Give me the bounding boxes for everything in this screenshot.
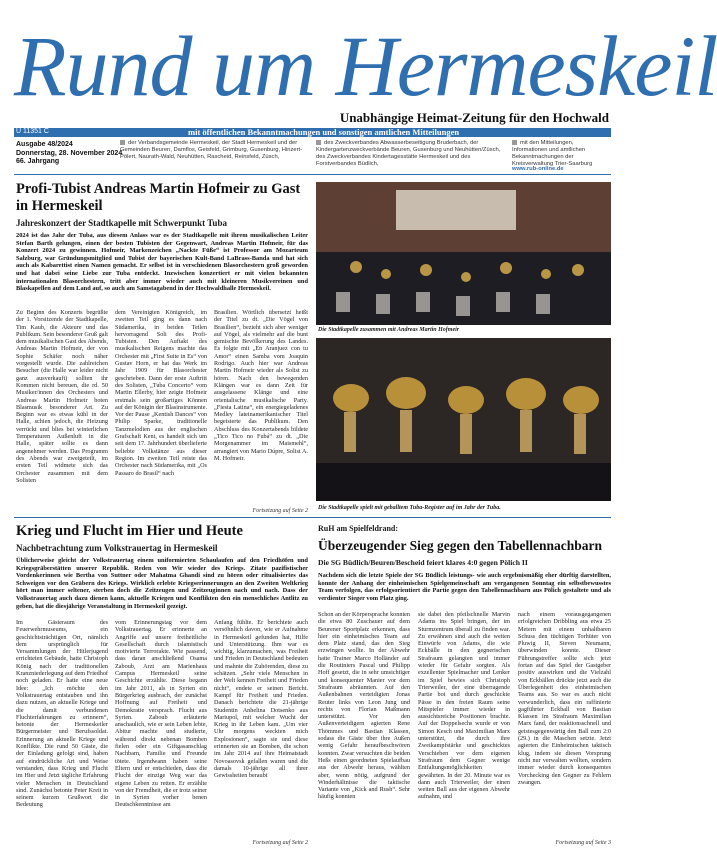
article1-subhead: Jahreskonzert der Stadtkapelle mit Schwerpunkt Tuba xyxy=(16,218,227,228)
concert-photo-image xyxy=(316,182,611,325)
article1-col3: Brasilien. Wörtlich übersetzt heißt der Titel zu dt. „Die Vögel von Brasilien“, bezieht sich aber weniger auf Vögel, als vielmehr auf die bunt gemischte Bevölkerung des Landes. Es folgte mit „En Aranjuez con tu Amor“ einen Samba vom Joaquin Rodrigo. Auch hier war Andreas Martin Hofmeir wieder als Solist zu hören. Nach den bewegenden Klängen war es dann Zeit für ausgelassene Klänge und eine orientalische musikalische Party. „Fiesta Latina“, ein energiegeladenes Medley lateinamerikanischer Titel begeisterte das Publikum. Den Abschluss des Konzertabends bildete „Tico Tico no Fubá“ zu dt. „Die Morgenammer im Maismehl“, arrangiert von Mario Dúpre, Solist A. M. Hofmeir. xyxy=(214,309,308,462)
info-text: mit den Mitteilungen, Informationen und amtlichen Bekanntmachungen der Kreisverwaltung Trier-Saarburg xyxy=(512,140,593,168)
article3-kicker: RuH am Spielfeldrand: xyxy=(318,524,399,533)
tuba-photo-image xyxy=(316,338,611,501)
article3-continued: Fortsetzung auf Seite 3 xyxy=(555,840,611,846)
article1-col2: dem Vereinigten Königreich, im zweiten Teil ging es dann nach Südamerika, in beiden Teilen hervorragend Soli des Profi-Tubisten. Den Auftakt des musikalischen Reigens machte das Orchester mit „First Suite in Es“ von Gustav Horn, er hat das Werk im Jahr 1909 für Blasorchester geschrieben. Dann der erste Auftritt des Solisten, „Tuba Concerto“ vom Martin Ellerby, hier zeigte Hofmeir erstmals sein großartiges Können auf der Königin der Blasinstrumente. Vor der Pause „Kentish Dances“ von Philip Sparke, traditionelle Tanzmelodien aus der englischen Grafschaft Kent, es handelt sich um seit dem 17. Jahrhundert überlieferte beliebte Volkstänze aus dieser Region. Im zweiten Teil reiste das Orchester nach Südamerika, mit „Os Passaro do Brasil“ nach xyxy=(115,309,207,477)
article1-col1: Zu Beginn des Konzerts begrüßte der 1. Vorsitzende der Stadtkapelle, Tim Kaub, die Akteure und das Publikum. Sein besonderer Gruß galt dem musikalischen Gast des Abends, Andreas Martin Hofmeir, der von Sophie Schäfer noch näher vorgestellt wurde. Die zahlreichen Besucher (die Halle war leider nicht ganz ausverkauft) sollten ihr Kommen nicht bereuen, die rd. 50 Musiker/innen des Orchesters und Andreas Martin Hofmeir boten Blasmusik besonderer Art. Zu Beginn war es etwas kühl in der Halle, schien jedoch, die Heizung verrückt und blies bei winterlichen Temperaturen Außenluft in die Halle, später sollte es dann angenehmer werden. Das Programm des Abends war zweigeteilt, im ersten Teil widmete sich das Orchester zusammen mit dem Solisten xyxy=(16,309,108,484)
article3-headline: Überzeugender Sieg gegen den Tabellennachbarn xyxy=(318,538,603,553)
article3-col1: Schon an der Körpersprache konnten die etwa 80 Zuschauer auf dem Beurener Sportplatz erkennen, dass hier ein einheimisches Team auf dem Platz stand, das den Sieg erzwingen wollte. In der Abwehr hatte Trainer Marco Holländer auf die Routiniers Pascal und Philipp Hoff gesetzt, die in sehr umsichtiger und konsequenter Manier vor dem Strafraum abräumten. Auf den Außenbahnen verteidigten Jonas Reuter links von Leon Jung und rechts von Florian Maßmann unterstützt. Vor den Außenverteidigern agierten Rene Thömmes und Bastian Klassen, sodass die Gäste über ihre Außen wenig Gefahr heraufbeschwören konnten. Zwar versuchten die beiden Heßs einen geordneten Spielaufbau aus der Abwehr heraus, wählten aber, wenn nötig, aufgrund der Winderhältnisse die taktische Variante von „Kick and Rush“. Sehr häufig konnten xyxy=(318,611,410,801)
info-col-3 xyxy=(512,140,610,168)
issue-info xyxy=(16,141,122,167)
article3-subhead: Die SG Büdlich/Beuren/Bescheid feiert klares 4:0 gegen Pölich II xyxy=(318,558,528,567)
bullet-square-icon xyxy=(120,140,125,145)
divider xyxy=(14,517,611,518)
photo-stadtkapelle-hofmeir xyxy=(316,182,611,325)
article3-col2: sie dabei den pfeilschnelle Marvin Adams ins Spiel bringen, der im Sturmzentrum überall zu finden war. Zu erwähnen sind auch die weiten Einwürfe von Adams, die wie Eckbälle in den gegnerischen Strafraum gelangten und immer wieder für Gefahr sorgten. Als exzellenter Spielmacher und Lenker im Spiel bewies sich Christoph Trierweiler, der eine überragende Partie bot und durch geschickte Pässe in den freien Raum seine Mitspieler immer wieder in aussichtsreiche Positionen brachte. Auf der Doppelsechs wurde er von Simon Kesch und Maximilian Marx unterstützt, die durch ihre Zweikampfstärke und geschicktes Verschieben vor dem eigenen Strafraum dem Gegner wenige Entfaltungsmöglichkeiten gewährten. In der 20. Minute war es dann auch Trierweiler, der einen weiten Ball aus der eigenen Abwehr aufnahm, und xyxy=(418,611,510,801)
article3-lead: Nachdem sich die letzte Spiele der SG Büdlich leistungs- wie auch ergebnismäßig eher dürftig darstellten, konnte der Anhang der einheimischen Spielgemeinschaft am vergangenen Sonntag ein selbstbewusstes Team verfolgen, das erfolgsorientiert die Partie gegen den Tabellennachbarn aus Pölich gestaltete und als verdienter Sieger vom Platz ging. xyxy=(318,572,611,602)
article2-headline: Krieg und Flucht im Hier und Heute xyxy=(16,523,243,539)
article2-col1: Im Gästeraum des Feuerwehrmuseums, ein geschichtsträchtigen Ort, nämlich dem ursprünglich für Versammlungen der Hitlerjugend errichteten Gebäude, hatte Christoph König nach der traditionellen Kranzniederlegung auf dem Friedhof noch geladen. Er hatte eine neue Idee: „Ich möchte den Volkstrauertag entstauben und ihn dazu nutzen, an aktuelle Kriege und die damit verbundenen Fluchterfahrungen zu erinnern“, betonte der Hermeskeiler Bürgermeister und Berufssoldat. Erinnerung an aktuelle Kriege und Konflikte. Die rund 50 Gäste, die der Einladung gefolgt sind, haben auf eindrückliche Art und Weise verstanden, dass Krieg und Flucht im Hier und Jetzt tägliche Erfahrung vieler Menschen in Deutschland sind. Zunächst betonte Peter Kreit in seinem kurzen Grußwort die Bedeutung xyxy=(16,619,108,809)
info-col-1 xyxy=(120,140,310,161)
article1-headline: Profi-Tubist Andreas Martin Hofmeir zu Gast in Hermeskeil xyxy=(16,181,301,214)
photo2-caption: Die Stadtkapelle spielt mit geballtem Tuba-Register auf im Jahr der Tuba. xyxy=(318,505,501,511)
issue-code: U 11351 C xyxy=(16,128,49,135)
article3-col3: nach einem vorausgegangenen erfolgreichen Dribbling aus etwa 25 Metern mit einem unhaltbaren Schuss den tüchtigen Torhüter von Pluwig II, Steven Neumann, überwinden konnte. Dieser Führungstreffer sollte sich jetzt fortan auf das Spiel der Gastgeber positiv auswirken und die Vielzahl von Eckbällen drückte jetzt auch die Überlegenheit des einheimischen Teams aus. So war es auch nicht verwunderlich, dass ein raffinierte gagführter Eckball von Bastian Klassen im Strafraum Maximilian Marx fand, der reaktionsschnell und geistesgegenwärtig den Ball zum 2:0 (29.) in die Maschen setzte. Jetzt agierten die Einheimischen taktisch klug, indem sie diesen Vorsprung nicht nur verwalten wollten, sondern immer wieder durch konsequentes Vorchecking den Gegner zu Fehlern zwangen. xyxy=(518,611,611,786)
article1-continued: Fortsetzung auf Seite 2 xyxy=(252,508,308,514)
info-text: der Verbandsgemeinde Hermeskeil, der Stadt Hermeskeil und der Gemeinden Beuren, Damflos, Geisfeld, Grimburg, Gusenburg, Hinzert-Pölert, Naurath-Wald, Neuhütten, Rascheid, Reinsfeld, Züsch, xyxy=(120,140,303,161)
photo1-caption: Die Stadtkapelle zusammen mit Andreas Martin Hofmeir xyxy=(318,327,460,333)
issue-date: Donnerstag, 28. November 2024 xyxy=(16,149,123,157)
divider xyxy=(14,174,611,175)
bullet-square-icon xyxy=(512,140,517,145)
issue-year: 66. Jahrgang xyxy=(16,158,60,165)
bullet-square-icon xyxy=(316,140,321,145)
info-col-2 xyxy=(316,140,506,168)
masthead-title: Rund um Hermeskeil xyxy=(14,18,717,114)
article2-lead: Üblicherweise gleicht der Volkstrauertag einem uniformierten Schaulaufen auf den Friedhöfen und Kriegsgräberstätten unserer Republik. Reden von Wir wieder des Kriegs. Zitate pazifistischer Vordenkerinnen wie Bertha von Suttner oder Mahatma Ghandi sind zu hören oder ritualisiertes das Schweigen vor den Gräbern des Kriegs. Wirklich erlebte Kriegserinnerungen an den Zweiten Weltkrieg hört man immer seltener, sterben doch die Zeitzeugen und Zeitzeuginnen nach und nach. Dass der Volkstrauertag auch dazu dienen kann, aktuelle Kriegen und Konflikten den ein menschliches Antlitz zu geben, hat die diesjährige Veranstaltung in Hermeskeil gezeigt. xyxy=(16,557,308,610)
photo-tuba-register xyxy=(316,338,611,501)
article2-col3: Anfang fühlte. Er berichtete auch versöhnlich davon, wie er Aufnahme in Hermeskeil gefunden hat, Hilfe und Unterstützung. Ihm war es wichtig, klarzumachen, was Freiheit und Frieden in Deutschland bedeuten und mahnte die Zuhörenden, diese zu schätzen. „Sehr viele Menschen in der Welt kennen Freiheit und Frieden nicht“, endete er seinen Bericht. Kampf für Freiheit und Frieden. Danach berichtete die 21-jährige Studentin Anhelina Dotsenko aus Mariupol, mit welcher Wucht der Krieg in ihr Leben kam. „Um vier Uhr morgens weckten mich Explosionen“, sagte sie und diese erinnerten sie an Bomben, die schon im Jahr 2014 auf ihre Heimatstadt Novoasovsk gefallen waren und die damals 10-jährige all ihrer Gewissheiten beraubt xyxy=(214,619,308,780)
website-link[interactable]: www.rub-online.de xyxy=(512,166,564,172)
article2-subhead: Nachbetrachtung zum Volkstrauertag in Hermeskeil xyxy=(16,543,218,553)
article2-col2: vom Erinnerungstag vor dem Volkstrauertag. Er erinnerte an Angriffe auf unsere freiheitliche Gesellschaft durch islamistisch motivierte Terrorakte. Wie passend, dass daran anschließend Osama Zaboub, Arzt am Marienhaus Campus Hermeskeil seine Geschichte erzählte. Diese begann im Jahr 2011, als in Syrien ein Bürgerkrieg ausbrach, der zunächst Hoffnung auf Freiheit und Demokratie versprach. Flucht aus Syrien. Zaboub erläuterte anschaulich, wie er sein Leben lebte, Abitur machte und studierte, während direkt nebenan Bomben fielen oder ein Giftgasanschlag Nachbarn, Familie und Freunde tötete. Irgendwann haben seine Eltern und er entschieden, dass die Flucht der einzige Weg war das eigene Leben zu retten. Er erzählte von der Fremdheit, die er trotz seiner in Syrien vorher benen Deutschkenntnisse am xyxy=(115,619,207,809)
issue-number: Ausgabe 48/2024 xyxy=(16,141,73,148)
masthead-bar-text: mit öffentlichen Bekanntmachungen und sonstigen amtlichen Mitteilungen xyxy=(188,127,460,137)
masthead-tagline: Unabhängige Heimat-Zeitung für den Hochwald xyxy=(339,110,609,125)
article1-lead: 2024 ist das Jahr der Tuba, aus diesem Anlass war es der Stadtkapelle mit ihrem musikalischen Leiter Stefan Barth gelungen, einen der besten Tubisten der Gegenwart, Andreas Martin Hofmeir, für das Konzert 2024 zu gewinnen. Hofmeir, Markenzeichen „Nackte Füße“ ist Professor am Mozarteum Salzburg, war Gründungsmitglied und Tubist der bayerischen Kult-Band LaBrass-Banda und hat sich auch als Kabarettist einen Namen gemacht. Er selbst ist in verschiedenen Blasorchestern groß geworden und hat dabei seine Liebe zur Tuba entdeckt. Inzwischen konzertiert er mit vielen bekannten internationalen Blasorchestern, tritt aber immer wieder auch mit kleineren Musikvereinen und Blaskapellen auf dem Land auf, so auch am Samstagabend in der Hochwaldhalle Hermeskeil. xyxy=(16,232,308,293)
info-text: des Zweckverbandes Abwasserbeseitigung Bruderbach, der Kindergartenzweckverbände Beuren, Gusenburg und Neuhütten/Züsch, des Zweckverbandes Kindertagesstätte Hermeskeil und des Forstverbandes Büdlich, xyxy=(316,140,501,168)
article2-continued: Fortsetzung auf Seite 2 xyxy=(252,840,308,846)
